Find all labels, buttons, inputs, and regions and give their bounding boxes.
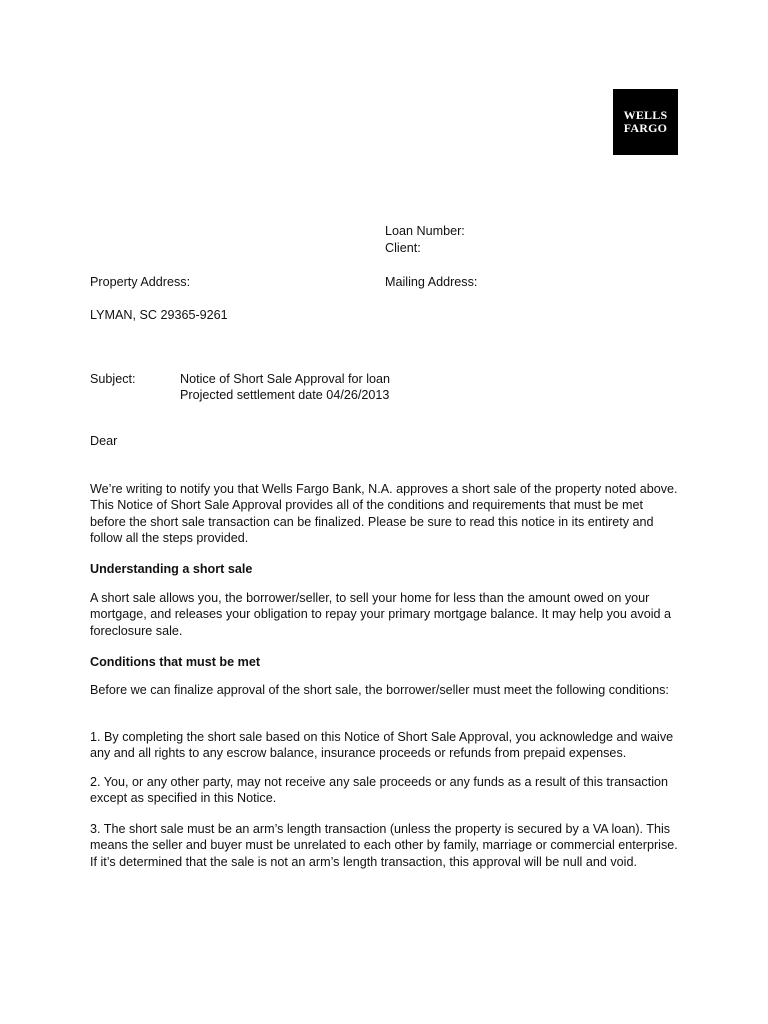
client-label: Client: xyxy=(385,241,421,255)
condition-item: 1. By completing the short sale based on this Notice of Short Sale Approval, you acknowledge and waive any and all rights to any escrow balance, insurance proceeds or refunds from prepaid expenses. xyxy=(90,730,674,761)
conditions-intro: Before we can finalize approval of the short sale, the borrower/seller must meet the following conditions: xyxy=(90,683,669,697)
logo-line-2: FARGO xyxy=(623,121,668,135)
salutation: Dear xyxy=(90,434,118,448)
understanding-paragraph: A short sale allows you, the borrower/seller, to sell your home for less than the amount owed on your mortgage, and releases your obligation to repay your primary mortgage balance. It may help you avoid a foreclosure sale. xyxy=(90,591,672,638)
subject-line-1: Notice of Short Sale Approval for loan xyxy=(180,372,391,386)
property-city-line: LYMAN, SC 29365-9261 xyxy=(90,308,228,322)
subject-label: Subject: xyxy=(90,372,136,386)
logo-line-1: WELLS xyxy=(623,108,668,122)
wells-fargo-logo xyxy=(613,89,678,155)
conditions-heading: Conditions that must be met xyxy=(90,655,261,669)
condition-item: 3. The short sale must be an arm’s length transaction (unless the property is secured by a VA loan). This means the seller and buyer must be unrelated to each other by family, marriage or commercial enterprise. If it’s determined that the sale is not an arm’s length transaction, this approval will be null and void. xyxy=(90,822,678,869)
intro-paragraph: We’re writing to notify you that Wells Fargo Bank, N.A. approves a short sale of the property noted above. This Notice of Short Sale Approval provides all of the conditions and requirements that must be met before the short sale transaction can be finalized. Please be sure to read this notice in its entirety and follow all the steps provided. xyxy=(90,482,678,546)
understanding-heading: Understanding a short sale xyxy=(90,562,253,576)
condition-item: 2. You, or any other party, may not receive any sale proceeds or any funds as a result of this transaction except as specified in this Notice. xyxy=(90,775,669,806)
loan-number-label: Loan Number: xyxy=(385,224,465,238)
subject-line-2: Projected settlement date 04/26/2013 xyxy=(180,388,390,402)
property-address-label: Property Address: xyxy=(90,275,191,289)
mailing-address-label: Mailing Address: xyxy=(385,275,478,289)
